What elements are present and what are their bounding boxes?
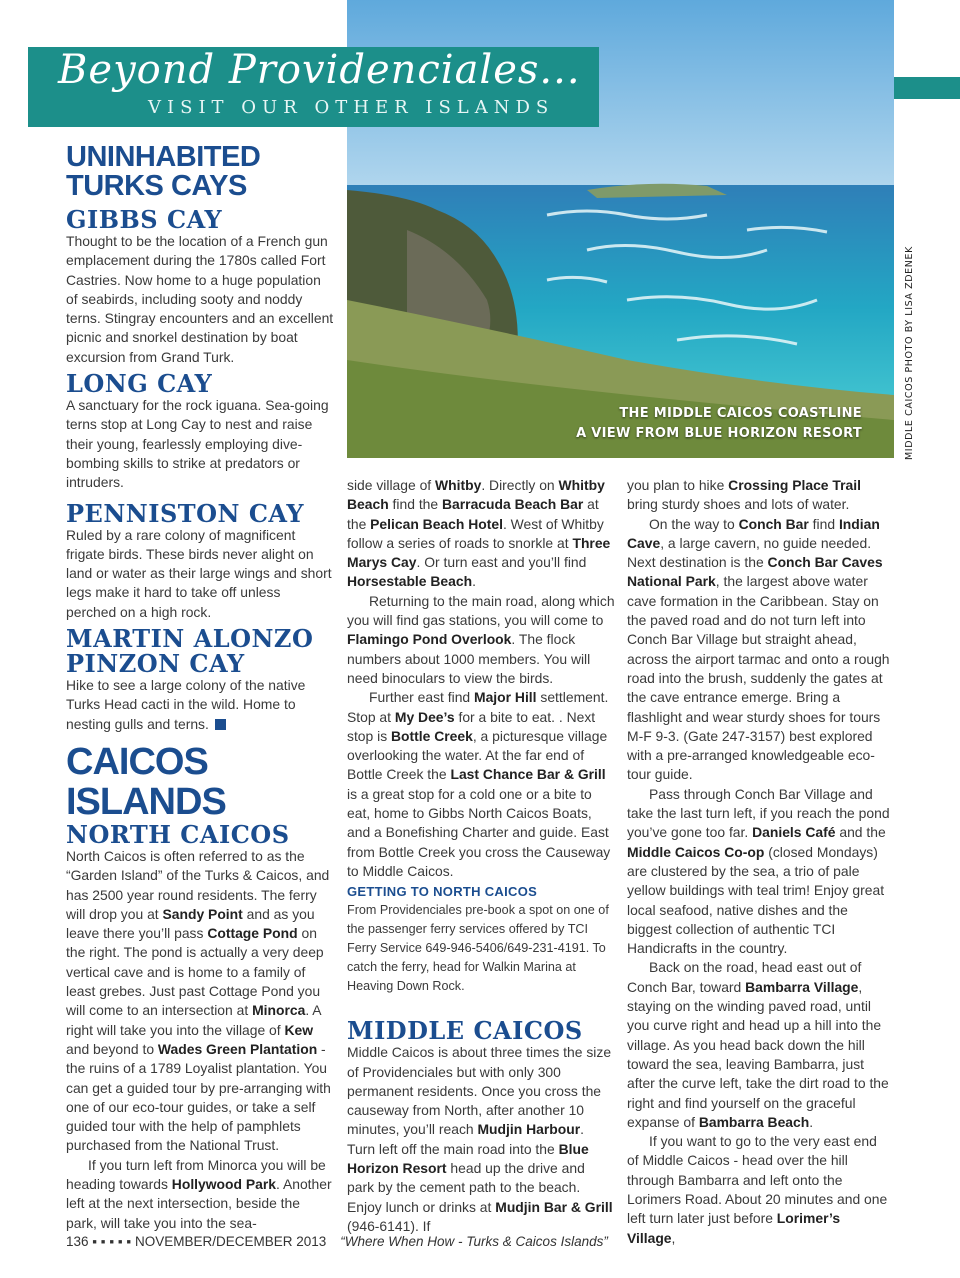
heading-getting-to-north-caicos: GETTING TO NORTH CAICOS xyxy=(347,884,538,900)
text: settlement. Stop at xyxy=(347,689,609,725)
text: and as you leave there you’ll pass xyxy=(66,905,315,942)
penniston-text: Ruled by a rare colony of magnificent frigate birds. These birds never alight on land or water as their large wings and short legs make it hard to take off unless perched on a high rock. xyxy=(66,526,332,620)
text: , a large cavern, no guide needed. Next destination is the xyxy=(627,534,872,571)
column-1 xyxy=(66,143,334,1233)
heading-long-cay: LONG CAY xyxy=(66,369,213,399)
place-name: Middle Caicos Co-op xyxy=(627,843,765,860)
text: on the right. The pond is actually a very deep vertical cave and is home to a family of least grebes. Just past Cottage Pond you will come to an intersection at xyxy=(66,925,324,1019)
text: . xyxy=(809,1113,814,1130)
text: . A right will take you into the village of xyxy=(66,1002,321,1038)
place-name: Bambarra Village xyxy=(745,978,859,995)
photo-caption xyxy=(576,404,862,444)
text: and beyond to xyxy=(66,1040,158,1057)
place-name: Indian Cave xyxy=(627,515,880,551)
heading-line: UNINHABITED xyxy=(66,141,261,173)
heading-line: PINZON CAY xyxy=(66,649,245,679)
text: find the xyxy=(388,496,442,513)
caption-line-1: THE MIDDLE CAICOS COASTLINE xyxy=(619,406,862,421)
text: head up the drive and park by the cement path to the beach. Enjoy lunch or drinks at xyxy=(347,1160,585,1215)
place-name: Conch Bar Caves National Park xyxy=(627,554,883,590)
text: If you turn left from Minorca you will be heading towards xyxy=(66,1156,326,1192)
martin-text xyxy=(66,676,334,734)
text: find xyxy=(808,515,839,532)
place-name: Kew xyxy=(284,1021,314,1038)
gibbs-text: Thought to be the location of a French gun emplacement during the 1780s called Fort Castries. Now home to a huge population of seabirds, including sooty and noddy terns. Stingray encounters and an excellent picnic and snorkel destination by boat excursion from Grand Turk. xyxy=(66,233,334,365)
text: is a great stop for a cold one or a bite to eat, home to Gibbs North Caicos Boats, and a Bonefishing Charter and guide. East from Bottle Creek you cross the Causeway to Middle Caicos. xyxy=(347,785,611,879)
place-name: Barracuda Beach Bar xyxy=(442,496,584,513)
place-name: Wades Green Plantation xyxy=(157,1040,318,1057)
column-2 xyxy=(347,476,615,1236)
east-end-paragraph xyxy=(627,1132,892,1248)
text: On the way to xyxy=(649,515,739,532)
caption-line-2: A VIEW FROM BLUE HORIZON RESORT xyxy=(576,426,862,441)
heading-north-caicos: NORTH CAICOS xyxy=(66,819,290,849)
end-mark-square xyxy=(215,719,226,730)
north-paragraph-1 xyxy=(66,847,334,1156)
place-name: Horsestable Beach xyxy=(347,573,473,590)
place-name: Daniels Café xyxy=(752,824,836,841)
text: . Or turn east and you’ll find xyxy=(416,554,587,571)
photo-credit: MIDDLE CAICOS PHOTO BY LISA ZDENEK xyxy=(904,246,915,460)
footer-publication: “Where When How - Turks & Caicos Islands” xyxy=(340,1234,608,1249)
text: (closed Mondays) are clustered by the sea, a trio of pale yellow buildings with teal trim! Enjoy great local seafood, native dishes and the biggest collection of authentic TCI Handicrafts in the country. xyxy=(627,843,885,957)
whitby-paragraph xyxy=(347,476,615,592)
heading-gibbs-cay: GIBBS CAY xyxy=(66,205,223,234)
text: you plan to hike xyxy=(627,477,729,493)
text: . Directly on xyxy=(481,477,559,493)
major-hill-paragraph xyxy=(347,688,615,881)
text: - the ruins of a 1789 Loyalist plantation. You can get a guided tour by pre-arranging with one of our eco-tour guides, or take a self guided tour with the help of pamphlets purchased from the National Trust. xyxy=(66,1040,331,1154)
text: , a picturesque village overlooking the water. At the far end of Bottle Creek the xyxy=(347,727,608,783)
page-footer xyxy=(66,1234,608,1249)
teal-tab-accent xyxy=(894,77,960,99)
place-name: Bambarra Beach xyxy=(698,1113,810,1130)
text: Back on the road, head east out of Conch Bar, toward xyxy=(627,959,862,995)
place-name: Lorimer’s Village xyxy=(627,1210,841,1246)
text: at the xyxy=(347,496,599,532)
text: . The flock numbers about 1000 members. You will need binoculars to view the birds. xyxy=(347,631,591,686)
text: Middle Caicos is about three times the size of Providenciales but with only 300 permanent residents. Once you cross the causeway from North, after another 10 minutes, you’ll reach xyxy=(347,1044,612,1138)
text: North Caicos is often referred to as the “Garden Island” of the Turks & Caicos, and has 2500 year round residents. The ferry will drop you at xyxy=(66,847,330,922)
place-name: Conch Bar xyxy=(738,515,809,532)
footer-page-info: 136 ▪ ▪ ▪ ▪ ▪ NOVEMBER/DECEMBER 2013 xyxy=(66,1234,327,1249)
text: . Another left at the next intersection, beside the park, will take you into the sea- xyxy=(66,1175,332,1231)
place-name: Flamingo Pond Overlook xyxy=(347,631,512,648)
place-name: Last Chance Bar & Grill xyxy=(450,766,606,783)
place-name: Bottle Creek xyxy=(391,727,473,744)
banner-title: Beyond Providenciales... xyxy=(58,47,581,93)
conch-bar-village-paragraph xyxy=(627,785,892,959)
place-name: Cottage Pond xyxy=(207,925,298,942)
place-name: My Dee’s xyxy=(394,708,455,725)
text: for a bite to eat. . Next stop is xyxy=(347,708,596,744)
text: Further east find xyxy=(369,689,475,706)
north-paragraph-2 xyxy=(66,1156,334,1233)
heading-penniston-cay: PENNISTON CAY xyxy=(66,498,304,528)
heading-line: TURKS CAYS xyxy=(66,170,247,202)
middle-paragraph-1 xyxy=(347,1043,615,1236)
text: Returning to the main road, along which you will find gas stations, you will come to xyxy=(347,592,615,629)
heading-caicos-islands: CAICOS ISLANDS xyxy=(66,740,226,823)
bambarra-paragraph xyxy=(627,958,892,1132)
text: . Turn left off the main road into the xyxy=(347,1121,584,1157)
text: and the xyxy=(835,824,886,841)
text: side village of xyxy=(347,477,436,493)
banner-subtitle: VISIT OUR OTHER ISLANDS xyxy=(148,97,555,118)
column-3 xyxy=(627,476,892,1248)
heading-middle-caicos: MIDDLE CAICOS xyxy=(347,1016,583,1046)
crossing-trail-paragraph xyxy=(627,476,892,515)
place-name: Whitby xyxy=(435,477,482,493)
place-name: Mudjin Harbour xyxy=(477,1121,581,1138)
place-name: Blue Horizon Resort xyxy=(347,1140,589,1177)
place-name: Mudjin Bar & Grill xyxy=(495,1198,613,1215)
text: , staying on the winding paved road, until you curve right and head up a hill into the village. As you head back down the hill toward the sea, leaving Bambarra, just after the curve left, take the dirt road to the right and find yourself on the graceful expanse of xyxy=(627,978,889,1130)
text: , xyxy=(671,1229,676,1246)
heading-line: MARTIN ALONZO xyxy=(66,624,314,654)
heading-martin-alonzo xyxy=(66,624,334,679)
text: . xyxy=(472,573,476,590)
text: bring sturdy shoes and lots of water. xyxy=(627,496,850,513)
text: If you want to go to the very east end of Middle Caicos - head over the hill through Bambarra and left onto the Lorimers Road. About 20 minutes and one left turn later just before xyxy=(627,1133,888,1227)
place-name: Whitby Beach xyxy=(347,477,605,513)
header-banner xyxy=(28,47,599,127)
place-name: Sandy Point xyxy=(162,905,243,922)
place-name: Crossing Place Trail xyxy=(728,477,861,493)
heading-uninhabited xyxy=(66,143,334,201)
flamingo-paragraph xyxy=(347,592,615,688)
place-name: Major Hill xyxy=(474,689,537,706)
text: (946-6141). If xyxy=(347,1217,431,1234)
place-name: Minorca xyxy=(252,1002,306,1019)
conch-bar-paragraph xyxy=(627,515,892,785)
place-name: Three Marys Cay xyxy=(347,534,611,571)
martin-text-body: Hike to see a large colony of the native Turks Head cacti in the wild. Home to nesting gulls and terns. xyxy=(66,677,306,732)
place-name: Hollywood Park xyxy=(171,1175,276,1192)
place-name: Pelican Beach Hotel xyxy=(370,515,503,532)
getting-text: From Providenciales pre-book a spot on one of the passenger ferry services offered by TCI Ferry Service 649-946-5406/649-231-4191. To catch the ferry, head for Walkin Marina at Heaving Down Rock. xyxy=(347,903,609,994)
text: . West of Whitby follow a series of roads to snorkle at xyxy=(347,515,604,551)
text: , the largest above water cave formation in the Caribbean. Stay on the paved road and do not turn left into Conch Bar Village but straight ahead, across the airport tarmac and onto a rough road into the brush, suddenly the gates at the cave entrance emerge. Bring a flashlight and wear sturdy shoes for tours M-F 9-3. (Gate 247-3157) best explored with a pre-arranged knowledgeable eco-tour guide. xyxy=(627,573,890,783)
long-text: A sanctuary for the rock iguana. Sea-going terns stop at Long Cay to nest and raise their young, fearlessly employing dive-bombing skills to strike at predators or intruders. xyxy=(66,397,329,491)
text: Pass through Conch Bar Village and take the last turn left, if you reach the pond you’ve gone too far. xyxy=(627,785,890,841)
